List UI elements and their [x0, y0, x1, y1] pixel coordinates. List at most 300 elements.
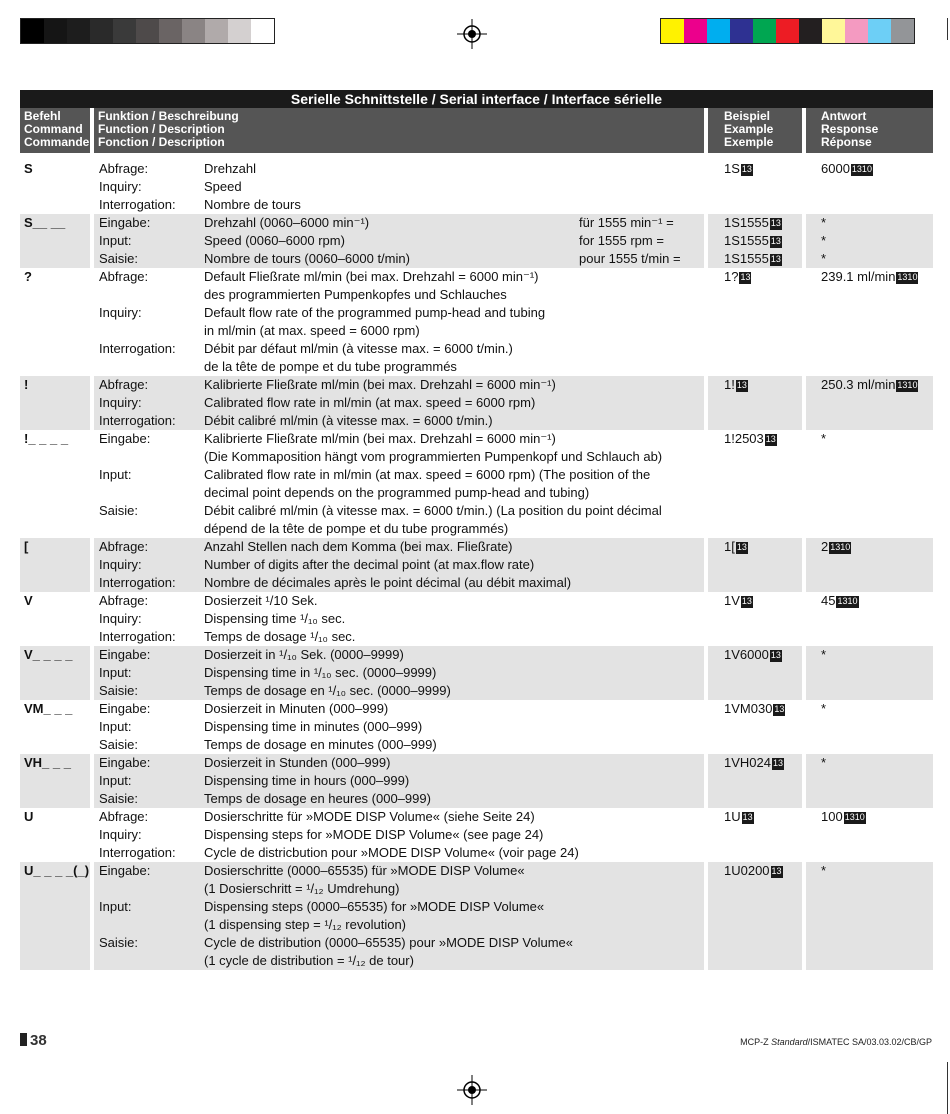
language-label: [99, 394, 204, 412]
table-row: [20, 862, 933, 880]
language-label-text: Interrogation:: [99, 575, 176, 590]
row-shade: [806, 952, 933, 970]
color-swatch: [707, 19, 730, 43]
color-swatch: [205, 19, 228, 43]
header-command-de: Befehl: [24, 109, 61, 123]
carriage-return-code: 13: [741, 164, 752, 174]
language-label: [99, 736, 204, 754]
response-value: [821, 250, 933, 268]
language-label-text: Eingabe:: [99, 647, 151, 662]
condition-note: [579, 250, 704, 268]
response-value: [821, 592, 933, 610]
language-label-text: Eingabe:: [99, 215, 151, 230]
condition-note-text: für 1555 min⁻¹ =: [579, 215, 674, 230]
table-row: [20, 394, 933, 412]
table-row: [20, 430, 933, 448]
language-label: [99, 574, 204, 592]
response-value: [821, 376, 933, 394]
command-code-text: V_ _ _ _: [24, 647, 73, 662]
table-row: [20, 790, 933, 808]
table-row: [20, 466, 933, 484]
example-command-text: 1!: [724, 377, 735, 392]
row-shade: [20, 664, 90, 682]
description: [204, 160, 604, 178]
row-shade: [806, 412, 933, 430]
table-row: [20, 268, 933, 286]
description-text: Temps de dosage en heures (000–999): [204, 791, 431, 806]
description-text: Dispensing time in hours (000–999): [204, 773, 410, 788]
color-swatch: [21, 19, 44, 43]
language-label: [99, 268, 204, 286]
color-swatch: [67, 19, 90, 43]
table-row: [20, 628, 933, 646]
language-label-text: Abfrage:: [99, 809, 149, 824]
response-value: [821, 646, 933, 664]
language-label-text: Saisie:: [99, 503, 139, 518]
language-label-text: Inquiry:: [99, 611, 142, 626]
row-shade: [20, 934, 90, 952]
language-label-text: Interrogation:: [99, 629, 176, 644]
table-row: [20, 736, 933, 754]
description: [204, 448, 663, 466]
description-text: Temps de dosage en ¹/₁₀ sec. (0000–9999): [204, 683, 451, 698]
language-label-text: Eingabe:: [99, 755, 151, 770]
language-label: [99, 862, 204, 880]
description-text: Calibrated flow rate in ml/min (at max. speed = 6000 rpm): [204, 395, 536, 410]
response-value: [821, 232, 933, 250]
language-label-text: Saisie:: [99, 935, 139, 950]
example-command-text: 1U: [724, 809, 741, 824]
language-label-text: Input:: [99, 467, 132, 482]
example-command-text: 1!2503: [724, 431, 764, 446]
description-text: Kalibrierte Fließrate ml/min (bei max. Drehzahl = 6000 min⁻¹): [204, 431, 556, 446]
description: [204, 826, 604, 844]
response-value: [821, 862, 933, 880]
row-shade: [806, 790, 933, 808]
description: [204, 664, 604, 682]
language-label-text: Input:: [99, 233, 132, 248]
carriage-return-code: 13: [770, 236, 781, 246]
description-text: Dosierzeit in ¹/₁₀ Sek. (0000–9999): [204, 647, 404, 662]
language-label-text: Abfrage:: [99, 161, 149, 176]
example-command: [724, 214, 804, 232]
row-shade: [708, 772, 802, 790]
language-label-text: Input:: [99, 665, 132, 680]
table-row: [20, 916, 933, 934]
table-row: [20, 358, 933, 376]
header-response-de: Antwort: [821, 109, 867, 123]
description-text: (Die Kommaposition hängt vom programmierten Pumpenkopf und Schlauch ab): [204, 449, 663, 464]
description-text: Dosierschritte für »MODE DISP Volume« (siehe Seite 24): [204, 809, 535, 824]
example-command: [724, 862, 804, 880]
description: [204, 808, 604, 826]
language-label: [99, 250, 204, 268]
color-swatch: [776, 19, 799, 43]
row-shade: [20, 772, 90, 790]
language-label: [99, 412, 204, 430]
description-text: Débit par défaut ml/min (à vitesse max. = 6000 t/min.): [204, 341, 513, 356]
language-label: [99, 682, 204, 700]
description-text: Dispensing time ¹/₁₀ sec.: [204, 611, 346, 626]
description: [204, 502, 662, 520]
color-swatch: [159, 19, 182, 43]
response-value-text: 2: [821, 539, 829, 554]
table-title: Serielle Schnittstelle / Serial interface / Interface sérielle: [20, 90, 933, 108]
table-row: [20, 952, 933, 970]
table-row: [20, 574, 933, 592]
example-command: [724, 268, 804, 286]
header-function-fr: Fonction / Description: [98, 135, 225, 149]
language-label-text: Inquiry:: [99, 305, 142, 320]
header-response: [806, 108, 933, 153]
carriage-return-code: 13: [765, 434, 776, 444]
example-command: [724, 592, 804, 610]
row-shade: [806, 664, 933, 682]
response-value: [821, 754, 933, 772]
row-shade: [708, 556, 802, 574]
description: [204, 484, 604, 502]
row-shade: [806, 556, 933, 574]
trim-line: [947, 18, 948, 40]
table-row: [20, 844, 933, 862]
header-command-en: Command: [24, 122, 83, 136]
language-label: [99, 340, 204, 358]
header-command-fr: Commande: [24, 135, 90, 149]
table-row: [20, 214, 933, 232]
example-command-text: 1V6000: [724, 647, 769, 662]
response-value-text: 250.3 ml/min: [821, 377, 896, 392]
table-row: [20, 250, 933, 268]
header-function-en: Function / Description: [98, 122, 225, 136]
command-code: [24, 592, 90, 610]
example-command: [724, 754, 804, 772]
description: [204, 862, 604, 880]
response-value-text: *: [821, 251, 827, 266]
language-label-text: Eingabe:: [99, 431, 151, 446]
language-label-text: Abfrage:: [99, 539, 149, 554]
language-label-text: Saisie:: [99, 251, 139, 266]
language-label: [99, 718, 204, 736]
description: [204, 718, 604, 736]
description: [204, 556, 604, 574]
example-command-text: 1S1555: [724, 233, 769, 248]
language-label: [99, 646, 204, 664]
description-text: Dispensing time in ¹/₁₀ sec. (0000–9999): [204, 665, 437, 680]
description: [204, 340, 604, 358]
language-label: [99, 592, 204, 610]
table-row: [20, 826, 933, 844]
carriage-return-code: 13: [770, 650, 781, 660]
table-row: [20, 196, 933, 214]
row-shade: [806, 682, 933, 700]
table-row: [20, 664, 933, 682]
table-row: [20, 232, 933, 250]
table-row: [20, 700, 933, 718]
row-shade: [20, 556, 90, 574]
example-command: [724, 700, 804, 718]
header-function-de: Funktion / Beschreibung: [98, 109, 239, 123]
description-text: des programmierten Pumpenkopfes und Schlauches: [204, 287, 507, 302]
example-command-text: 1[: [724, 539, 735, 554]
response-value: [821, 808, 933, 826]
response-value-text: 45: [821, 593, 836, 608]
description: [204, 754, 604, 772]
row-shade: [20, 790, 90, 808]
line-end-code: 1310: [844, 812, 865, 822]
description-text: decimal point depends on the programmed pump-head and tubing): [204, 485, 590, 500]
command-code-text: VM_ _ _: [24, 701, 73, 716]
language-label-text: Inquiry:: [99, 179, 142, 194]
example-command: [724, 250, 804, 268]
description: [204, 466, 651, 484]
example-command: [724, 232, 804, 250]
row-shade: [20, 574, 90, 592]
command-code: [24, 646, 90, 664]
language-label: [99, 898, 204, 916]
command-code: [24, 214, 90, 232]
description: [204, 286, 604, 304]
row-shade: [20, 898, 90, 916]
language-label: [99, 214, 204, 232]
language-label: [99, 808, 204, 826]
description-text: Temps de dosage ¹/₁₀ sec.: [204, 629, 356, 644]
carriage-return-code: 13: [774, 704, 785, 714]
description: [204, 250, 604, 268]
table-row: [20, 592, 933, 610]
example-command-text: 1?: [724, 269, 739, 284]
description-text: Kalibrierte Fließrate ml/min (bei max. Drehzahl = 6000 min⁻¹): [204, 377, 556, 392]
row-shade: [806, 772, 933, 790]
row-shade: [806, 880, 933, 898]
description-text: Nombre de décimales après le point décimal (au débit maximal): [204, 575, 572, 590]
language-label-text: Input:: [99, 719, 132, 734]
example-command-text: 1S1555: [724, 215, 769, 230]
condition-note: [579, 232, 704, 250]
command-code-text: V: [24, 593, 33, 608]
description-text: Cycle de distribution (0000–65535) pour »MODE DISP Volume«: [204, 935, 574, 950]
language-label: [99, 196, 204, 214]
row-shade: [708, 412, 802, 430]
language-label: [99, 502, 204, 520]
table-row: [20, 646, 933, 664]
description: [204, 268, 604, 286]
language-label: [99, 844, 204, 862]
row-shade: [708, 790, 802, 808]
carriage-return-code: 13: [772, 758, 783, 768]
language-label-text: Abfrage:: [99, 377, 149, 392]
description: [204, 574, 604, 592]
command-code-text: [: [24, 539, 29, 554]
command-code: [24, 376, 90, 394]
description: [204, 628, 604, 646]
response-value-text: *: [821, 863, 827, 878]
command-code: [24, 538, 90, 556]
table-row: [20, 520, 933, 538]
command-code-text: S__ __: [24, 215, 66, 230]
language-label: [99, 934, 204, 952]
language-label: [99, 556, 204, 574]
response-value-text: 239.1 ml/min: [821, 269, 896, 284]
description: [204, 952, 604, 970]
process-color-bar: [660, 18, 915, 44]
response-value: [821, 430, 933, 448]
color-swatch: [891, 19, 914, 43]
language-label: [99, 754, 204, 772]
line-end-code: 1310: [830, 542, 851, 552]
language-label: [99, 610, 204, 628]
description-text: Dispensing steps for »MODE DISP Volume« (see page 24): [204, 827, 544, 842]
language-label-text: Interrogation:: [99, 197, 176, 212]
color-swatch: [113, 19, 136, 43]
description: [204, 232, 604, 250]
language-label: [99, 628, 204, 646]
row-shade: [806, 574, 933, 592]
command-code-text: !_ _ _ _: [24, 431, 69, 446]
registration-mark-icon: [457, 1075, 487, 1105]
language-label-text: Input:: [99, 899, 132, 914]
table-row: [20, 160, 933, 178]
description: [204, 916, 604, 934]
carriage-return-code: 13: [736, 542, 747, 552]
table-row: [20, 448, 933, 466]
description-text: Anzahl Stellen nach dem Komma (bei max. Fließrate): [204, 539, 513, 554]
row-shade: [806, 898, 933, 916]
response-value-text: *: [821, 215, 827, 230]
description: [204, 736, 604, 754]
header-example: [708, 108, 802, 153]
command-code: [24, 808, 90, 826]
table-row: [20, 682, 933, 700]
table-row: [20, 718, 933, 736]
command-code-text: S: [24, 161, 33, 176]
example-command-text: 1U0200: [724, 863, 770, 878]
description: [204, 214, 604, 232]
response-value-text: *: [821, 233, 827, 248]
table-row: [20, 808, 933, 826]
language-label: [99, 538, 204, 556]
description: [204, 610, 604, 628]
description: [204, 646, 604, 664]
example-command: [724, 160, 804, 178]
table-row: [20, 502, 933, 520]
description-text: Dispensing time in minutes (000–999): [204, 719, 423, 734]
color-swatch: [44, 19, 67, 43]
language-label-text: Saisie:: [99, 791, 139, 806]
table-row: [20, 880, 933, 898]
response-value-text: *: [821, 701, 827, 716]
response-value: [821, 214, 933, 232]
description-text: Drehzahl (0060–6000 min⁻¹): [204, 215, 370, 230]
table-row: [20, 178, 933, 196]
description: [204, 934, 604, 952]
description: [204, 772, 604, 790]
example-command-text: 1S: [724, 161, 740, 176]
registration-mark-icon: [457, 19, 487, 49]
language-label: [99, 304, 204, 322]
command-code: [24, 160, 90, 178]
row-shade: [806, 916, 933, 934]
row-shade: [20, 232, 90, 250]
language-label: [99, 232, 204, 250]
trim-line: [947, 1062, 948, 1114]
description-text: Dosierzeit in Stunden (000–999): [204, 755, 391, 770]
description: [204, 376, 604, 394]
description: [204, 700, 604, 718]
description: [204, 322, 604, 340]
description: [204, 880, 604, 898]
row-shade: [20, 394, 90, 412]
row-shade: [708, 394, 802, 412]
response-value: [821, 160, 933, 178]
carriage-return-code: 13: [770, 218, 781, 228]
command-code-text: VH_ _ _: [24, 755, 71, 770]
document-footer: MCP-Z Standard/ISMATEC SA/03.03.02/CB/GP: [740, 1037, 932, 1047]
line-end-code: 1310: [851, 164, 872, 174]
description: [204, 682, 604, 700]
language-label: [99, 430, 204, 448]
description-text: Nombre de tours (0060–6000 t/min): [204, 251, 410, 266]
description: [204, 412, 604, 430]
color-swatch: [90, 19, 113, 43]
description: [204, 520, 604, 538]
language-label-text: Inquiry:: [99, 395, 142, 410]
carriage-return-code: 13: [771, 866, 782, 876]
language-label-text: Saisie:: [99, 683, 139, 698]
description-text: Dosierschritte (0000–65535) für »MODE DISP Volume«: [204, 863, 525, 878]
command-code: [24, 430, 90, 448]
row-shade: [708, 952, 802, 970]
row-shade: [20, 916, 90, 934]
color-swatch: [251, 19, 274, 43]
description: [204, 358, 604, 376]
row-shade: [708, 916, 802, 934]
example-command-text: 1VM030: [724, 701, 773, 716]
description: [204, 592, 604, 610]
language-label-text: Input:: [99, 773, 132, 788]
color-swatch: [845, 19, 868, 43]
command-code-text: U: [24, 809, 34, 824]
row-shade: [708, 898, 802, 916]
command-code: [24, 862, 90, 880]
description-text: dépend de la tête de pompe et du tube programmés): [204, 521, 509, 536]
description: [204, 898, 604, 916]
language-label: [99, 826, 204, 844]
command-code: [24, 700, 90, 718]
description-text: (1 dispensing step = ¹/₁₂ revolution): [204, 917, 407, 932]
color-swatch: [228, 19, 251, 43]
command-code: [24, 268, 90, 286]
header-example-fr: Exemple: [724, 135, 774, 149]
language-label-text: Inquiry:: [99, 827, 142, 842]
language-label: [99, 700, 204, 718]
description-text: Dispensing steps (0000–65535) for »MODE DISP Volume«: [204, 899, 545, 914]
condition-note: [579, 214, 704, 232]
description-text: Débit calibré ml/min (à vitesse max. = 6000 t/min.) (La position du point décimal: [204, 503, 662, 518]
row-shade: [806, 394, 933, 412]
condition-note-text: for 1555 rpm =: [579, 233, 664, 248]
language-label-text: Eingabe:: [99, 701, 151, 716]
carriage-return-code: 13: [742, 812, 753, 822]
description: [204, 196, 604, 214]
example-command-text: 1VH024: [724, 755, 771, 770]
table-row: [20, 340, 933, 358]
description-text: Speed: [204, 179, 242, 194]
language-label-text: Abfrage:: [99, 269, 149, 284]
description-text: (1 cycle de distribution = ¹/₁₂ de tour): [204, 953, 414, 968]
color-swatch: [136, 19, 159, 43]
row-shade: [20, 880, 90, 898]
row-shade: [708, 682, 802, 700]
